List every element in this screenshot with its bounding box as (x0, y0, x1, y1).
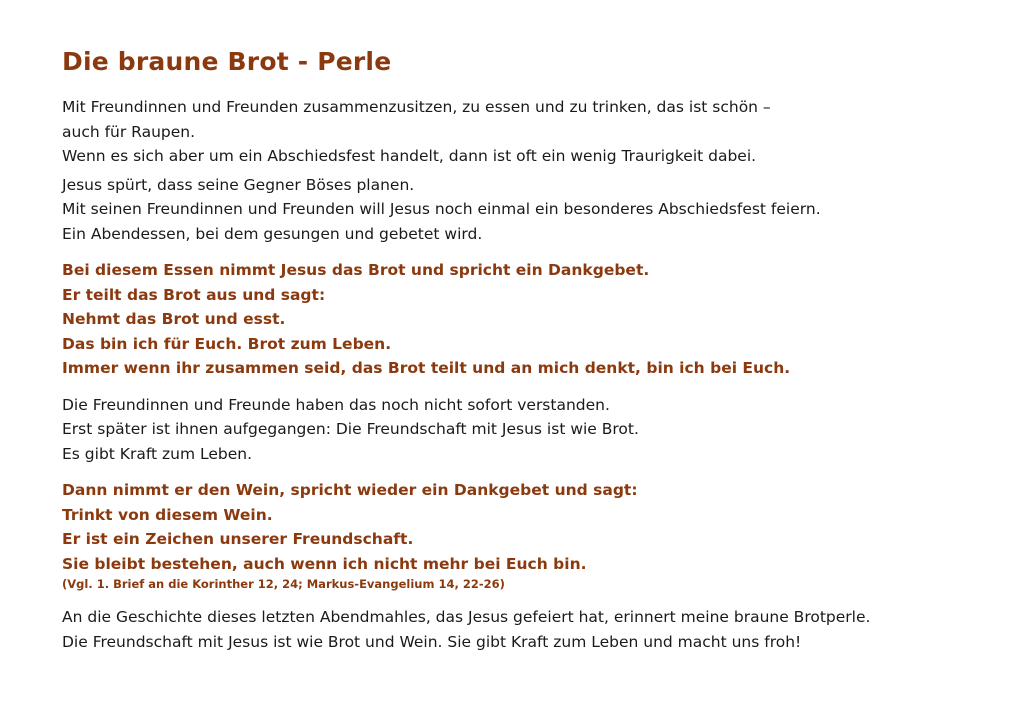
page-title: Die braune Brot - Perle (62, 47, 392, 76)
text-line: Es gibt Kraft zum Leben. (62, 444, 253, 463)
text-line: Die Freundinnen und Freunde haben das noch nicht sofort verstanden. (62, 395, 610, 414)
paragraph-context (62, 173, 1002, 247)
paragraph-wine-quote (62, 478, 1002, 591)
text-line: Er teilt das Brot aus und sagt: (62, 285, 326, 304)
paragraph-intro (62, 95, 1002, 169)
text-line: Die Freundschaft mit Jesus ist wie Brot und Wein. Sie gibt Kraft zum Leben und macht uns froh! (62, 632, 802, 651)
bible-reference: (Vgl. 1. Brief an die Korinther 12, 24; Markus-Evangelium 14, 22-26) (62, 577, 505, 591)
text-line: auch für Raupen. (62, 122, 196, 141)
paragraph-conclusion (62, 605, 1002, 654)
document-page (62, 46, 1002, 654)
text-line: Mit Freundinnen und Freunden zusammenzusitzen, zu essen und zu trinken, das ist schön – (62, 98, 771, 116)
text-line: An die Geschichte dieses letzten Abendmahles, das Jesus gefeiert hat, erinnert meine braune Brotperle. (62, 608, 871, 626)
text-line: Das bin ich für Euch. Brot zum Leben. (62, 334, 392, 353)
text-line: Bei diesem Essen nimmt Jesus das Brot und spricht ein Dankgebet. (62, 261, 650, 279)
text-line: Jesus spürt, dass seine Gegner Böses planen. (62, 175, 415, 194)
text-line: Nehmt das Brot und esst. (62, 310, 286, 328)
text-line: Wenn es sich aber um ein Abschiedsfest handelt, dann ist oft ein wenig Traurigkeit dabei. (62, 147, 757, 165)
text-line: Immer wenn ihr zusammen seid, das Brot teilt und an mich denkt, bin ich bei Euch. (62, 359, 791, 377)
text-line: Mit seinen Freundinnen und Freunden will Jesus noch einmal ein besonderes Abschiedsfest feiern. (62, 200, 821, 218)
text-line: Sie bleibt bestehen, auch wenn ich nicht mehr bei Euch bin. (62, 554, 587, 573)
paragraph-understanding (62, 393, 1002, 467)
text-line: Ein Abendessen, bei dem gesungen und gebetet wird. (62, 224, 483, 243)
text-line: Erst später ist ihnen aufgegangen: Die Freundschaft mit Jesus ist wie Brot. (62, 420, 639, 438)
text-line: Er ist ein Zeichen unserer Freundschaft. (62, 530, 414, 548)
paragraph-bread-quote (62, 258, 1002, 381)
text-line: Trinkt von diesem Wein. (62, 505, 273, 524)
text-line: Dann nimmt er den Wein, spricht wieder ein Dankgebet und sagt: (62, 481, 638, 499)
